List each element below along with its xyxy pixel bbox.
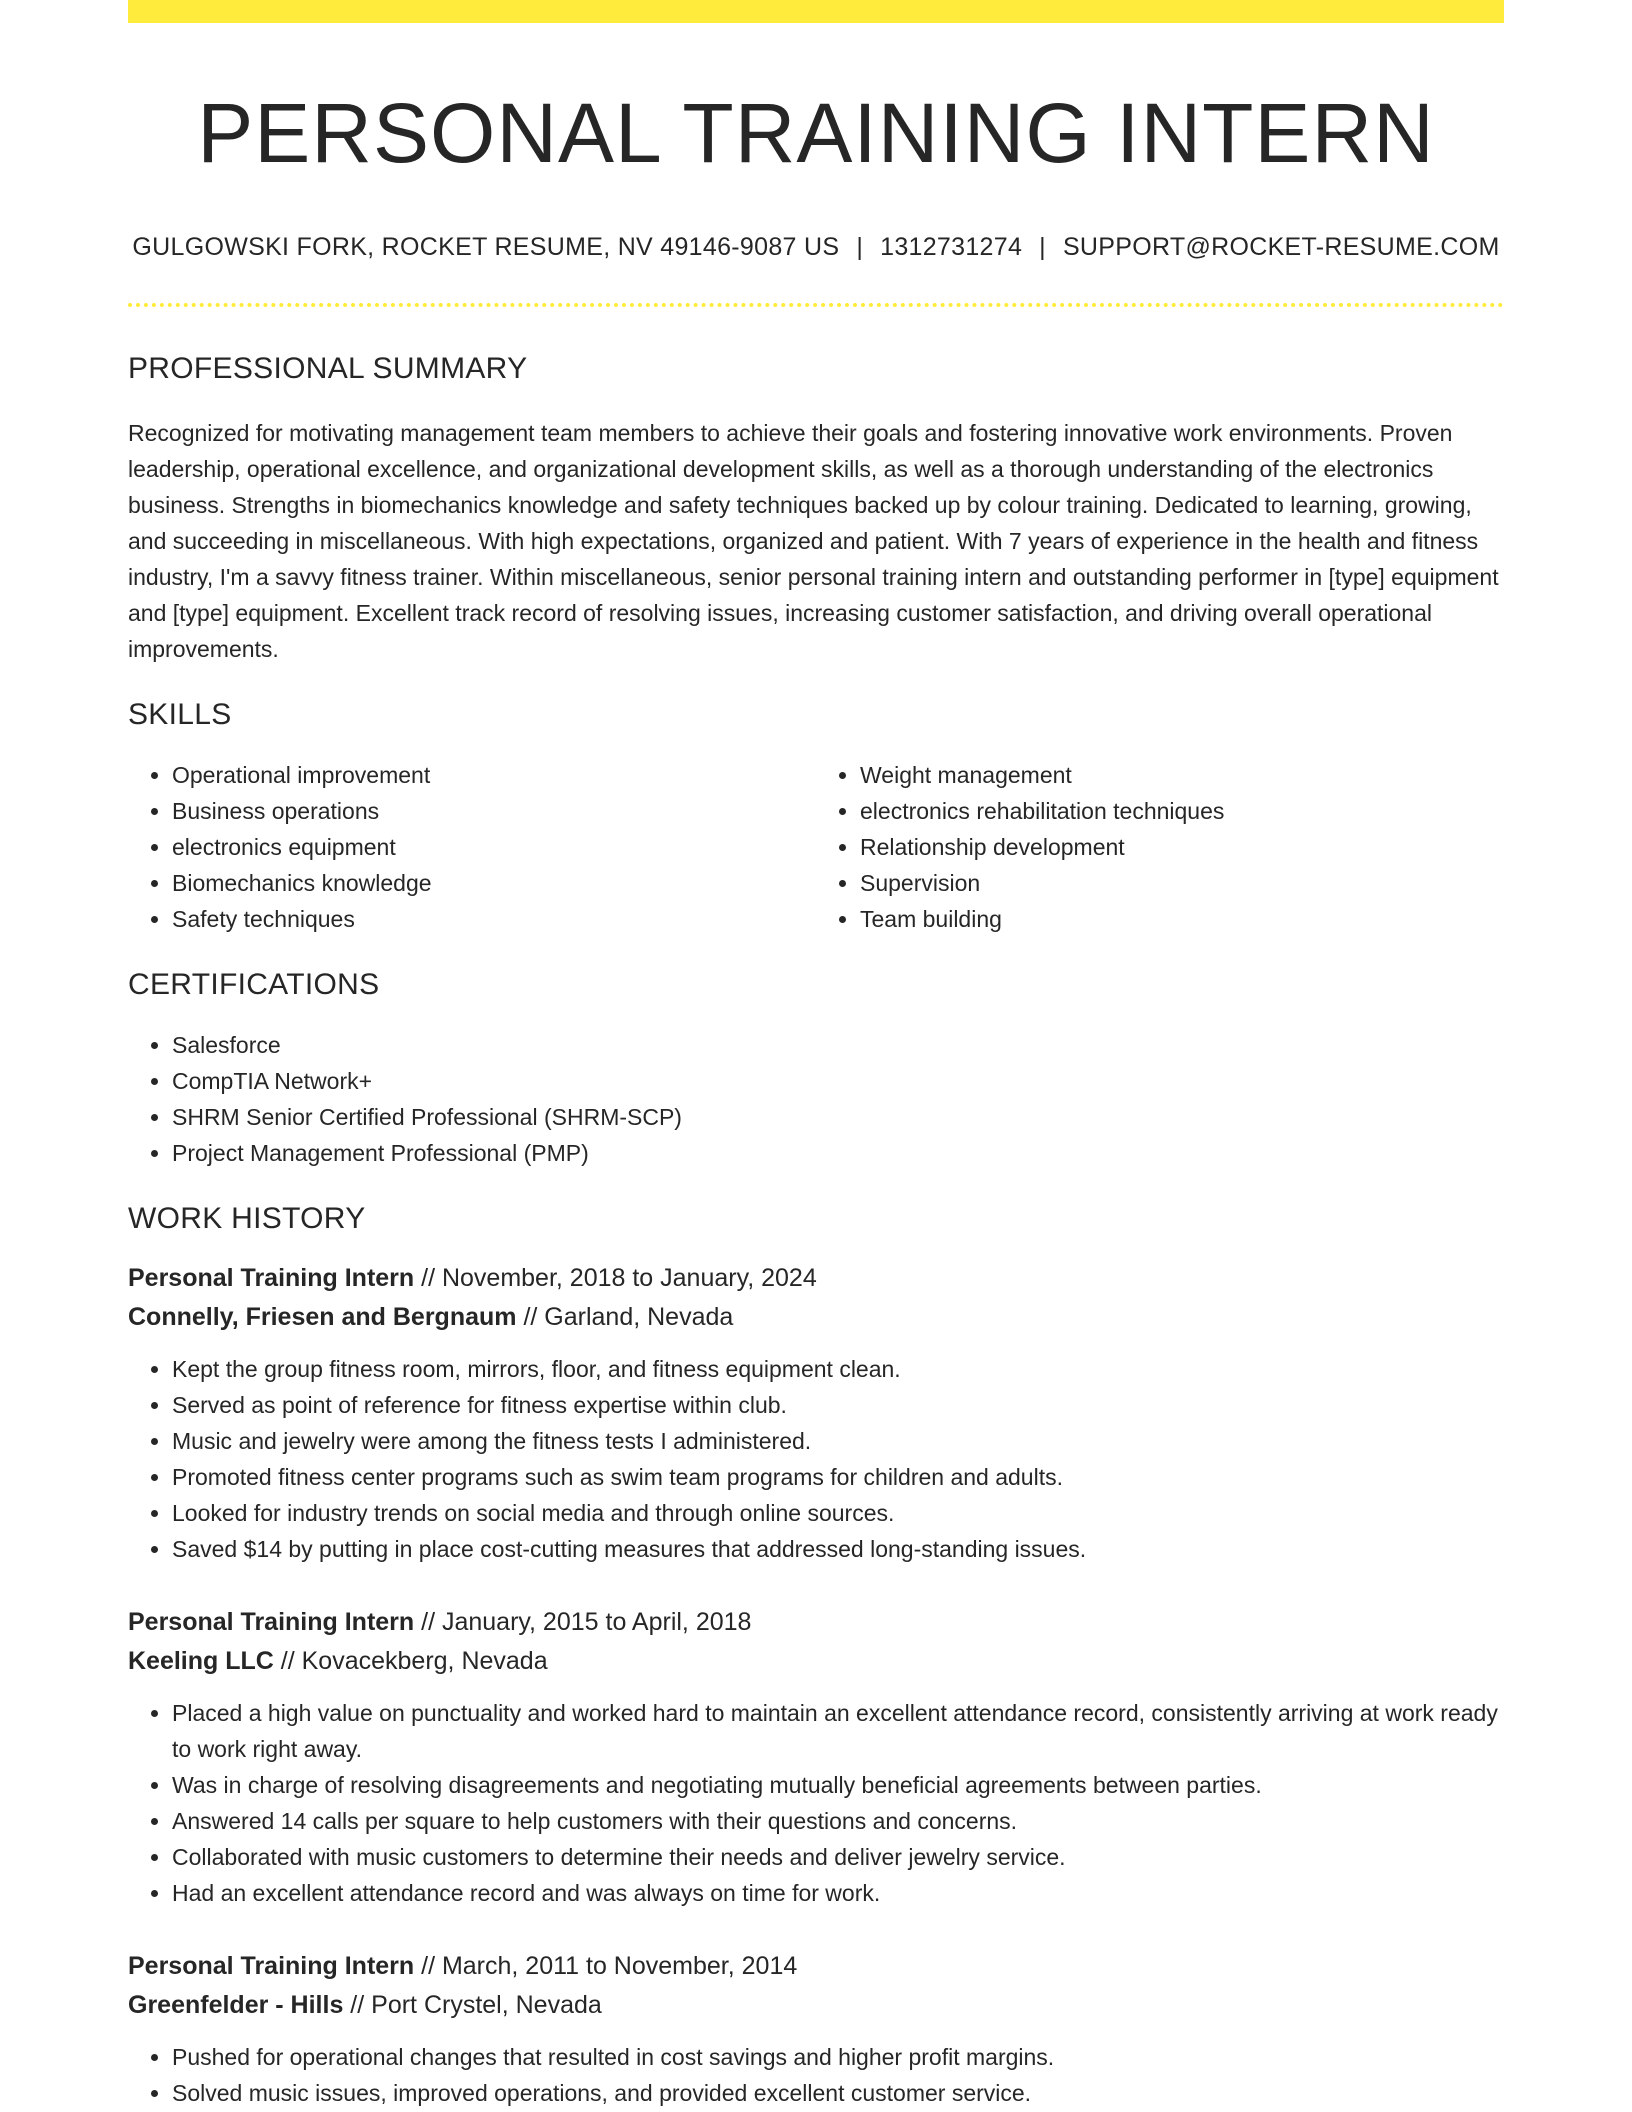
contact-phone[interactable]: 1312731274 (880, 233, 1023, 261)
skill-item: • Weight management (860, 757, 1504, 793)
job-dates: // November, 2018 to January, 2024 (414, 1264, 817, 1292)
certifications-heading: CERTIFICATIONS (128, 968, 380, 1001)
skill-item: • Supervision (860, 865, 1504, 901)
job-entry (128, 1603, 1504, 1911)
resume-title: PERSONAL TRAINING INTERN (197, 86, 1435, 180)
contact-separator: | (856, 233, 864, 261)
job-bullet: • Placed a high value on punctuality and worked hard to maintain an excellent attendance record, consistently arriving at work ready to work right away. (172, 1695, 1504, 1767)
job-company: Keeling LLC (128, 1647, 274, 1675)
contact-separator: | (1039, 233, 1046, 261)
skill-item: • Team building (860, 901, 1504, 937)
certification-item: • CompTIA Network+ (172, 1063, 1504, 1099)
skills-list-right (816, 757, 1504, 937)
skill-item: • Biomechanics knowledge (172, 865, 816, 901)
job-role: Personal Training Intern (128, 1264, 415, 1292)
certification-item: • SHRM Senior Certified Professional (SHRM-SCP) (172, 1099, 1504, 1135)
job-role-line (128, 1603, 1504, 1642)
job-company-line (128, 1986, 1504, 2025)
dotted-divider (128, 303, 1504, 307)
job-bullet: • Collaborated with music customers to determine their needs and deliver jewelry service. (172, 1839, 1504, 1875)
contact-line (128, 231, 1504, 263)
job-bullet: • Music and jewelry were among the fitness tests I administered. (172, 1423, 1504, 1459)
job-role: Personal Training Intern (128, 1952, 415, 1980)
job-entry (128, 1947, 1504, 2111)
job-entry (128, 1259, 1504, 1567)
work-history-heading: WORK HISTORY (128, 1202, 366, 1235)
job-bullet: • Had an excellent attendance record and was always on time for work. (172, 1875, 1504, 1911)
skills-columns (128, 757, 1504, 937)
certification-item: • Project Management Professional (PMP) (172, 1135, 1504, 1171)
job-bullet: • Answered 14 calls per square to help customers with their questions and concerns. (172, 1803, 1504, 1839)
job-bullet: • Solved music issues, improved operations, and provided excellent customer service. (172, 2075, 1504, 2111)
skills-list-left (128, 757, 816, 937)
job-bullet: • Kept the group fitness room, mirrors, floor, and fitness equipment clean. (172, 1351, 1504, 1387)
job-location: // Garland, Nevada (516, 1303, 734, 1331)
job-bullet: • Served as point of reference for fitness expertise within club. (172, 1387, 1504, 1423)
skill-item: • Safety techniques (172, 901, 816, 937)
skill-item: • Relationship development (860, 829, 1504, 865)
contact-address: GULGOWSKI FORK, ROCKET RESUME, NV 49146-9087 US (132, 233, 840, 261)
job-dates: // March, 2011 to November, 2014 (414, 1952, 798, 1980)
skill-item: • Business operations (172, 793, 816, 829)
job-bullet: • Saved $14 by putting in place cost-cutting measures that addressed long-standing issues. (172, 1531, 1504, 1567)
job-bullet: • Was in charge of resolving disagreements and negotiating mutually beneficial agreements between parties. (172, 1767, 1504, 1803)
resume-page (128, 0, 1504, 2111)
job-company: Connelly, Friesen and Bergnaum (128, 1303, 517, 1331)
skill-item: • electronics equipment (172, 829, 816, 865)
summary-text: Recognized for motivating management team members to achieve their goals and fostering innovative work environments. Proven leadership, operational excellence, and organizational development skills, as well as a thorough understanding of the electronics business. Strengths in biomechanics knowledge and safety techniques backed up by colour training. Dedicated to learning, growing, and succeeding in miscellaneous. With high expectations, organized and patient. With 7 years of experience in the health and fitness industry, I'm a savvy fitness trainer. Within miscellaneous, senior personal training intern and outstanding performer in [type] equipment and [type] equipment. Excellent track record of resolving issues, increasing customer satisfaction, and driving overall operational improvements. (128, 420, 1499, 662)
certifications-list (128, 1027, 1504, 1171)
job-bullets (128, 1695, 1504, 1911)
skills-heading: SKILLS (128, 698, 232, 731)
skill-item: • electronics rehabilitation techniques (860, 793, 1504, 829)
job-company-line (128, 1298, 1504, 1337)
job-bullets (128, 2039, 1504, 2111)
job-bullet: • Promoted fitness center programs such as swim team programs for children and adults. (172, 1459, 1504, 1495)
job-location: // Kovacekberg, Nevada (273, 1647, 548, 1675)
job-dates: // January, 2015 to April, 2018 (414, 1608, 752, 1636)
job-role-line (128, 1259, 1504, 1298)
job-role: Personal Training Intern (128, 1608, 415, 1636)
job-bullet: • Pushed for operational changes that resulted in cost savings and higher profit margins. (172, 2039, 1504, 2075)
certification-item: • Salesforce (172, 1027, 1504, 1063)
job-location: // Port Crystel, Nevada (343, 1991, 602, 2019)
job-bullet: • Looked for industry trends on social media and through online sources. (172, 1495, 1504, 1531)
accent-top-bar (128, 0, 1504, 23)
summary-heading: PROFESSIONAL SUMMARY (128, 352, 528, 385)
job-bullets (128, 1351, 1504, 1567)
skill-item: • Operational improvement (172, 757, 816, 793)
contact-email[interactable]: SUPPORT@ROCKET-RESUME.COM (1062, 233, 1500, 261)
job-role-line (128, 1947, 1504, 1986)
job-company: Greenfelder - Hills (128, 1991, 344, 2019)
job-company-line (128, 1642, 1504, 1681)
